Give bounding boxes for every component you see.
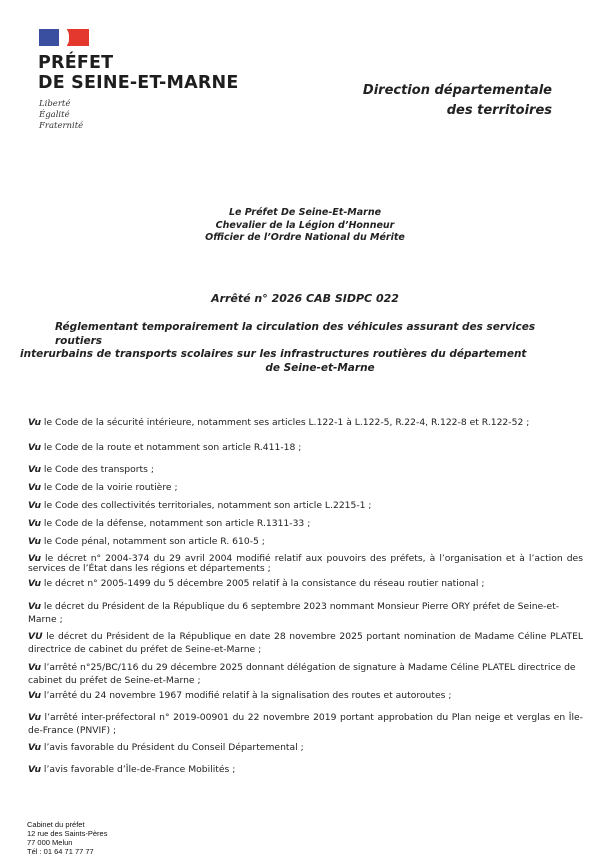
visa-item: [28, 482, 583, 493]
visa-text: le décret n° 2005-1499 du 5 décembre 2005 relatif à la consistance du réseau routier national ;: [40, 578, 485, 589]
visa-item: [28, 630, 583, 656]
footer-phone: Tél : 01 64 71 77 77: [27, 847, 94, 856]
visa-text: l’arrêté n°25/BC/116 du 29 décembre 2025 donnant délégation de signature à Madame Céline PLATEL directrice de cabinet du préfet de Seine-et-Marne ;: [28, 662, 576, 686]
footer-city: 77 000 Melun: [27, 838, 73, 847]
visa-text: le Code pénal, notamment son article R. 610-5 ;: [40, 536, 265, 547]
authority-block: [38, 53, 239, 93]
visa-prefix: Vu: [28, 464, 41, 475]
visa-item: [28, 578, 583, 589]
department-line1: Direction départementale: [362, 83, 552, 98]
visa-prefix: Vu: [28, 742, 41, 753]
visa-item: [28, 764, 583, 775]
visa-text: le décret n° 2004-374 du 29 avril 2004 modifié relatif aux pouvoirs des préfets, à l’organisation et à l’action des services de l’État dans les régions et départements ;: [28, 553, 583, 574]
marianne-profile: [59, 29, 69, 46]
visa-item: [28, 417, 583, 428]
marianne-flag-icon: [39, 29, 89, 46]
visa-text: le Code des transports ;: [40, 464, 154, 475]
visa-text: l’avis favorable du Président du Conseil Départemental ;: [40, 742, 304, 753]
visa-item: [28, 518, 583, 529]
visa-text: le Code de la voirie routière ;: [40, 482, 178, 493]
visa-item: [28, 690, 583, 701]
department-line2: des territoires: [446, 103, 552, 118]
footer-street: 12 rue des Saints-Pères: [27, 829, 108, 838]
authority-line1: PRÉFET: [38, 53, 114, 73]
flag-red-band: [67, 29, 89, 46]
visa-prefix: Vu: [28, 417, 41, 428]
visa-item: [28, 464, 583, 475]
footer-office: Cabinet du préfet: [27, 820, 85, 829]
visa-prefix: VU: [28, 631, 43, 642]
subject-line3: de Seine-et-Marne: [265, 361, 375, 374]
title-line2: Chevalier de la Légion d’Honneur: [215, 219, 395, 231]
arrete-subject: [20, 321, 580, 375]
visa-text: l’arrêté du 24 novembre 1967 modifié relatif à la signalisation des routes et autoroutes ;: [40, 690, 452, 701]
visa-item: [28, 711, 583, 737]
flag-blue-band: [39, 29, 61, 46]
visa-text: le Code de la route et notamment son article R.411-18 ;: [40, 442, 302, 453]
visa-prefix: Vu: [28, 553, 41, 564]
subject-line1: Réglementant temporairement la circulation des véhicules assurant des services routiers: [55, 321, 536, 347]
visa-text: l’avis favorable d’Île-de-France Mobilités ;: [40, 764, 236, 775]
authority-line2: DE SEINE-ET-MARNE: [38, 73, 239, 93]
visa-item: [28, 600, 583, 626]
visa-item: [28, 554, 583, 574]
motto: [39, 99, 83, 132]
visa-text: le Code de la défense, notamment son article R.1311-33 ;: [40, 518, 311, 529]
motto-egalite: Égalité: [39, 110, 70, 120]
visa-prefix: Vu: [28, 500, 41, 511]
title-line1: Le Préfet De Seine-Et-Marne: [228, 207, 382, 218]
visa-prefix: Vu: [28, 662, 41, 673]
visa-item: [28, 661, 583, 687]
arrete-number: Arrêté n° 2026 CAB SIDPC 022: [211, 292, 399, 305]
visa-text: l’arrêté inter-préfectoral n° 2019-00901 du 22 novembre 2019 portant approbation du Plan neige et verglas en Île-de-France (PNVIF) ;: [28, 712, 583, 736]
visa-text: le décret du Président de la République du 6 septembre 2023 nommant Monsieur Pierre ORY préfet de Seine-et-Marne ;: [28, 601, 560, 625]
visa-item: [28, 536, 583, 547]
motto-fraternite: Fraternité: [39, 121, 84, 131]
visa-text: le décret du Président de la République en date 28 novembre 2025 portant nomination de Madame Céline PLATEL directrice de cabinet du préfet de Seine-et-Marne ;: [28, 631, 583, 655]
department-name: [363, 81, 552, 121]
visa-item: [28, 442, 583, 453]
subject-line2: interurbains de transports scolaires sur les infrastructures routières du département: [20, 348, 527, 360]
visa-prefix: Vu: [28, 712, 41, 723]
visa-text: le Code des collectivités territoriales, notamment son article L.2215-1 ;: [40, 500, 372, 511]
motto-liberte: Liberté: [39, 99, 71, 109]
visa-prefix: Vu: [28, 601, 41, 612]
visa-prefix: Vu: [28, 578, 41, 589]
visa-item: [28, 742, 583, 753]
visa-prefix: Vu: [28, 518, 41, 529]
title-line3: Officier de l’Ordre National du Mérite: [205, 232, 405, 243]
visa-prefix: Vu: [28, 442, 41, 453]
visa-prefix: Vu: [28, 536, 41, 547]
visa-prefix: Vu: [28, 764, 41, 775]
visa-prefix: Vu: [28, 690, 41, 701]
prefect-titles: [0, 207, 610, 245]
visa-item: [28, 500, 583, 511]
visa-text: le Code de la sécurité intérieure, notamment ses articles L.122-1 à L.122-5, R.22-4, R.122-8 et R.122-52 ;: [40, 417, 530, 428]
footer-address: [27, 820, 107, 856]
visa-prefix: Vu: [28, 482, 41, 493]
